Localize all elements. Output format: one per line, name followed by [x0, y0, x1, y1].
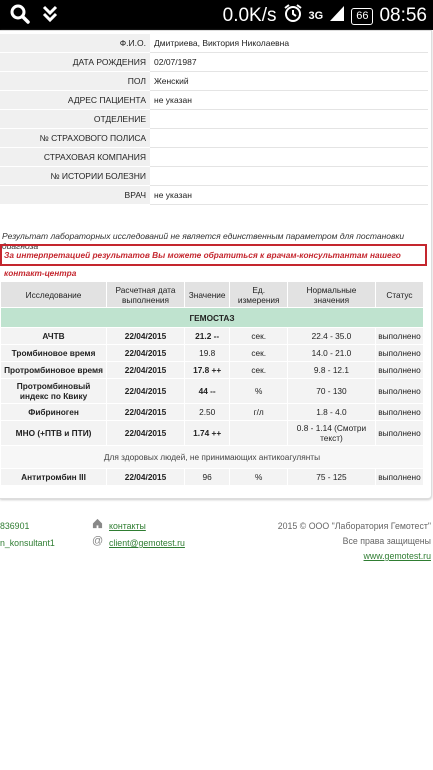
- subnote-row: [1, 446, 424, 469]
- table-row: [1, 421, 424, 446]
- test-norm: 1.8 - 4.0: [287, 404, 375, 421]
- test-norm: 9.8 - 12.1: [287, 362, 375, 379]
- table-row: [1, 345, 424, 362]
- test-date: 22/04/2015: [107, 421, 185, 446]
- email-link[interactable]: client@gemotest.ru: [109, 538, 185, 548]
- patient-row: [0, 72, 428, 91]
- test-norm: 22.4 - 35.0: [287, 328, 375, 345]
- test-date: 22/04/2015: [107, 379, 185, 404]
- test-date: 22/04/2015: [107, 362, 185, 379]
- copyright: 2015 © ООО "Лаборатория Гемотест": [277, 521, 431, 531]
- test-norm: 0.8 - 1.14 (Смотри текст): [287, 421, 375, 446]
- test-value: 1.74 ++: [184, 421, 229, 446]
- consultation-alert: За интерпретацией результатов Вы можете обратиться к врачам-консультантам нашего контакт-центра: [0, 244, 427, 266]
- test-value: 44 --: [184, 379, 229, 404]
- patient-row: [0, 53, 428, 72]
- col-header-test: Исследование: [1, 282, 107, 308]
- group-row: [1, 308, 424, 328]
- group-label: ГЕМОСТАЗ: [1, 308, 424, 328]
- test-status: выполнено: [375, 362, 423, 379]
- patient-row: [0, 34, 428, 53]
- col-header-unit: Ед. измерения: [230, 282, 288, 308]
- test-norm: 14.0 - 21.0: [287, 345, 375, 362]
- patient-value: не указан: [150, 186, 428, 205]
- test-name: Тромбиновое время: [1, 345, 107, 362]
- download-notification-icon: [42, 5, 58, 28]
- test-value: 21.2 --: [184, 328, 229, 345]
- table-row: [1, 328, 424, 345]
- search-icon[interactable]: [10, 4, 30, 29]
- at-icon: @: [92, 535, 104, 547]
- test-status: выполнено: [375, 404, 423, 421]
- network-type: 3G: [308, 10, 324, 22]
- test-date: 22/04/2015: [107, 345, 185, 362]
- patient-label: Ф.И.О.: [0, 34, 150, 53]
- test-date: 22/04/2015: [107, 469, 185, 486]
- status-bar: [0, 0, 433, 30]
- col-header-value: Значение: [184, 282, 229, 308]
- patient-row: [0, 91, 428, 110]
- rights-reserved: Все права защищены: [342, 536, 431, 546]
- patient-label: АДРЕС ПАЦИЕНТА: [0, 91, 150, 110]
- test-unit: %: [230, 469, 288, 486]
- patient-info-table: [0, 34, 428, 205]
- patient-label: ПОЛ: [0, 72, 150, 91]
- test-status: выполнено: [375, 328, 423, 345]
- test-status: выполнено: [375, 421, 423, 446]
- test-unit: сек.: [230, 345, 288, 362]
- site-link[interactable]: www.gemotest.ru: [363, 551, 431, 561]
- disclaimer-note: Результат лабораторных исследований не является единственным параметром для постановки диагноза: [2, 231, 405, 251]
- test-value: 19.8: [184, 345, 229, 362]
- patient-label: № СТРАХОВОГО ПОЛИСА: [0, 129, 150, 148]
- battery-icon: 66: [351, 8, 373, 25]
- patient-row: [0, 186, 428, 205]
- test-name: Протромбиновый индекс по Квику: [1, 379, 107, 404]
- table-row: [1, 379, 424, 404]
- test-norm: 70 - 130: [287, 379, 375, 404]
- test-status: выполнено: [375, 469, 423, 486]
- patient-label: № ИСТОРИИ БОЛЕЗНИ: [0, 167, 150, 186]
- home-icon: [92, 518, 103, 531]
- network-speed: 0.0K/s: [222, 5, 277, 26]
- patient-value: 02/07/1987: [150, 53, 428, 72]
- test-unit: %: [230, 379, 288, 404]
- patient-row: [0, 148, 428, 167]
- patient-value: [150, 148, 428, 167]
- patient-value: [150, 129, 428, 148]
- test-unit: сек.: [230, 362, 288, 379]
- test-unit: сек.: [230, 328, 288, 345]
- subnote-text: Для здоровых людей, не принимающих антикоагулянты: [1, 446, 424, 469]
- table-row: [1, 362, 424, 379]
- contacts-link[interactable]: контакты: [109, 521, 146, 531]
- patient-value: [150, 110, 428, 129]
- patient-label: ОТДЕЛЕНИЕ: [0, 110, 150, 129]
- test-unit: г/л: [230, 404, 288, 421]
- results-header-row: [1, 282, 424, 308]
- col-header-status: Статус: [375, 282, 423, 308]
- patient-value: [150, 167, 428, 186]
- test-value: 2.50: [184, 404, 229, 421]
- test-name: Фибриноген: [1, 404, 107, 421]
- patient-row: [0, 110, 428, 129]
- test-name: Протромбиновое время: [1, 362, 107, 379]
- patient-value: Женский: [150, 72, 428, 91]
- test-value: 96: [184, 469, 229, 486]
- test-value: 17.8 ++: [184, 362, 229, 379]
- clock: 08:56: [379, 5, 427, 26]
- patient-label: ВРАЧ: [0, 186, 150, 205]
- footer-phone: 836901: [0, 521, 30, 531]
- test-name: АЧТВ: [1, 328, 107, 345]
- patient-row: [0, 167, 428, 186]
- alarm-icon: [283, 3, 303, 29]
- footer-skype: n_konsultant1: [0, 538, 55, 548]
- test-name: МНО (+ПТВ и ПТИ): [1, 421, 107, 446]
- patient-label: СТРАХОВАЯ КОМПАНИЯ: [0, 148, 150, 167]
- patient-label: ДАТА РОЖДЕНИЯ: [0, 53, 150, 72]
- test-status: выполнено: [375, 345, 423, 362]
- test-name: Антитромбин III: [1, 469, 107, 486]
- results-table: [0, 281, 424, 486]
- patient-value: не указан: [150, 91, 428, 110]
- results-card: [0, 30, 432, 499]
- test-status: выполнено: [375, 379, 423, 404]
- signal-icon: [329, 4, 345, 28]
- test-date: 22/04/2015: [107, 328, 185, 345]
- test-date: 22/04/2015: [107, 404, 185, 421]
- patient-value: Дмитриева, Виктория Николаевна: [150, 34, 428, 53]
- col-header-date: Расчетная дата выполнения: [107, 282, 185, 308]
- table-row: [1, 404, 424, 421]
- test-unit: [230, 421, 288, 446]
- col-header-norm: Нормальные значения: [287, 282, 375, 308]
- patient-row: [0, 129, 428, 148]
- table-row: [1, 469, 424, 486]
- test-norm: 75 - 125: [287, 469, 375, 486]
